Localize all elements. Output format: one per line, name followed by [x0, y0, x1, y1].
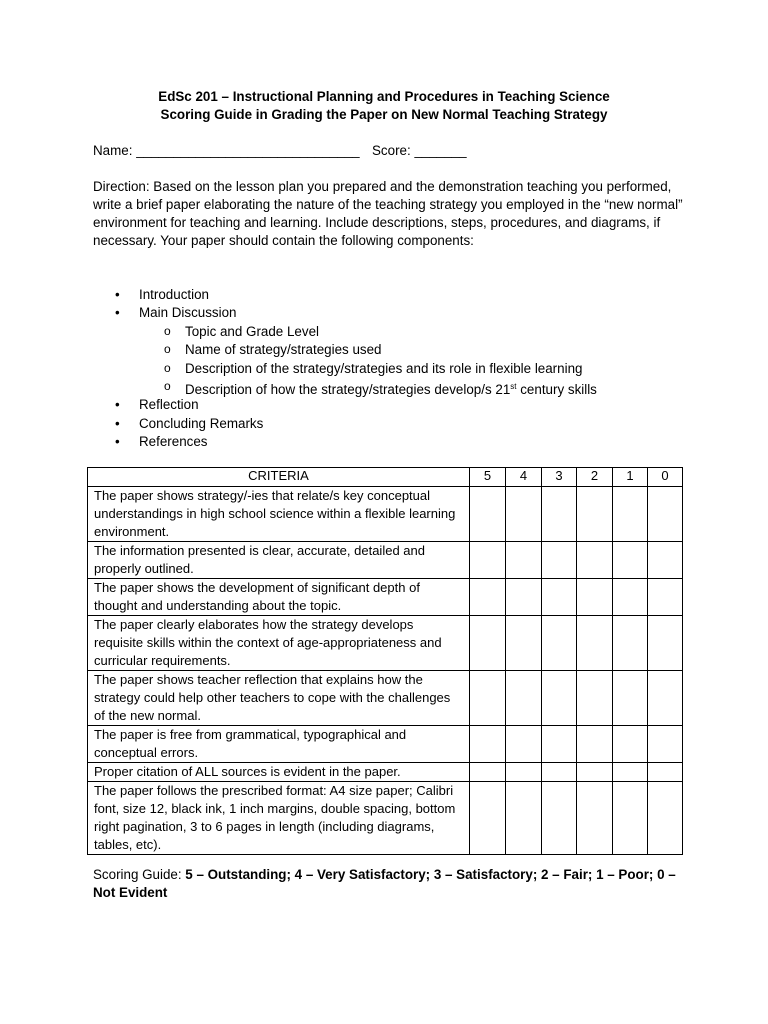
score-cell[interactable]	[542, 782, 577, 855]
score-header: 2	[577, 468, 613, 487]
score-cell[interactable]	[470, 763, 506, 782]
list-item: • Main Discussion	[93, 304, 597, 322]
criteria-cell: The information presented is clear, accurate, detailed and properly outlined.	[88, 542, 470, 579]
score-cell[interactable]	[613, 616, 648, 671]
score-cell[interactable]	[470, 782, 506, 855]
score-cell[interactable]	[542, 579, 577, 616]
score-cell[interactable]	[577, 542, 613, 579]
scoring-guide	[93, 866, 683, 902]
score-cell[interactable]	[542, 616, 577, 671]
sub-list-item: o Name of strategy/strategies used	[93, 341, 597, 359]
score-cell[interactable]	[470, 542, 506, 579]
skills-text: Description of how the strategy/strategies develop/s 21	[185, 381, 511, 397]
score-cell[interactable]	[613, 763, 648, 782]
table-row	[88, 542, 683, 579]
sub-list-item: o Topic and Grade Level	[93, 323, 597, 341]
score-header: 0	[648, 468, 683, 487]
scoring-guide-text: 5 – Outstanding; 4 – Very Satisfactory; 3 – Satisfactory; 2 – Fair; 1 – Poor; 0 – Not Evident	[93, 867, 676, 900]
score-cell[interactable]	[577, 616, 613, 671]
score-cell[interactable]	[506, 579, 542, 616]
criteria-cell: The paper shows teacher reflection that explains how the strategy could help other teachers to cope with the challenges of the new normal.	[88, 671, 470, 726]
score-cell[interactable]	[613, 671, 648, 726]
list-item: • Reflection	[93, 396, 597, 414]
score-cell[interactable]	[542, 671, 577, 726]
score-cell[interactable]	[470, 726, 506, 763]
score-cell[interactable]	[613, 726, 648, 763]
table-row	[88, 487, 683, 542]
criteria-cell: The paper is free from grammatical, typographical and conceptual errors.	[88, 726, 470, 763]
score-cell[interactable]	[506, 616, 542, 671]
score-cell[interactable]	[470, 579, 506, 616]
table-header-row	[88, 468, 683, 487]
table-row	[88, 782, 683, 855]
criteria-header: CRITERIA	[88, 468, 470, 487]
criteria-cell: The paper shows strategy/-ies that relate/s key conceptual understandings in high school science within a flexible learning environment.	[88, 487, 470, 542]
score-cell[interactable]	[470, 671, 506, 726]
sub-list-item: o Description of the strategy/strategies and its role in flexible learning	[93, 360, 597, 378]
score-cell[interactable]	[542, 542, 577, 579]
score-cell[interactable]	[613, 782, 648, 855]
score-cell[interactable]	[648, 579, 683, 616]
score-cell[interactable]	[648, 487, 683, 542]
score-cell[interactable]	[577, 726, 613, 763]
score-cell[interactable]	[648, 782, 683, 855]
score-cell[interactable]	[506, 542, 542, 579]
sub-list-item	[93, 378, 597, 396]
score-cell[interactable]	[648, 671, 683, 726]
table-row	[88, 726, 683, 763]
list-item: • Concluding Remarks	[93, 415, 597, 433]
table-row	[88, 671, 683, 726]
criteria-cell: The paper shows the development of significant depth of thought and understanding about the topic.	[88, 579, 470, 616]
score-cell[interactable]	[648, 726, 683, 763]
score-cell[interactable]	[542, 763, 577, 782]
score-cell[interactable]	[613, 542, 648, 579]
score-cell[interactable]	[577, 579, 613, 616]
criteria-cell: The paper clearly elaborates how the strategy develops requisite skills within the context of age-appropriateness and curricular requirements.	[88, 616, 470, 671]
score-cell[interactable]	[506, 763, 542, 782]
table-row	[88, 763, 683, 782]
criteria-cell: The paper follows the prescribed format: A4 size paper; Calibri font, size 12, black ink, 1 inch margins, double spacing, bottom right pagination, 3 to 6 pages in length (including diagrams, tables, etc).	[88, 782, 470, 855]
score-field	[372, 143, 467, 158]
rubric-table	[87, 467, 683, 855]
score-header: 5	[470, 468, 506, 487]
document-subtitle: Scoring Guide in Grading the Paper on New Normal Teaching Strategy	[160, 107, 608, 122]
score-cell[interactable]	[577, 487, 613, 542]
score-cell[interactable]	[470, 487, 506, 542]
score-blank: _______	[414, 143, 467, 158]
name-label: Name:	[93, 143, 133, 158]
score-label: Score:	[372, 143, 411, 158]
list-item: • References	[93, 433, 597, 451]
ordinal-suffix: st	[510, 381, 517, 391]
table-row	[88, 616, 683, 671]
score-cell[interactable]	[506, 487, 542, 542]
score-cell[interactable]	[648, 542, 683, 579]
score-cell[interactable]	[648, 763, 683, 782]
name-blank: ______________________________	[136, 143, 360, 158]
list-item: • Introduction	[93, 286, 597, 304]
criteria-cell: Proper citation of ALL sources is evident in the paper.	[88, 763, 470, 782]
direction-paragraph: Direction: Based on the lesson plan you prepared and the demonstration teaching you performed, write a brief paper elaborating the nature of the teaching strategy you employed in the “new normal” environment for teaching and learning. Include descriptions, steps, procedures, and diagrams, if necessary. Your paper should contain the following components:	[93, 179, 683, 248]
score-cell[interactable]	[648, 616, 683, 671]
score-cell[interactable]	[506, 726, 542, 763]
score-cell[interactable]	[542, 726, 577, 763]
score-header: 1	[613, 468, 648, 487]
scoring-guide-label: Scoring Guide:	[93, 867, 186, 882]
course-title: EdSc 201 – Instructional Planning and Procedures in Teaching Science	[158, 89, 610, 104]
components-list	[93, 286, 597, 452]
score-header: 4	[506, 468, 542, 487]
name-field	[93, 143, 360, 158]
score-cell[interactable]	[506, 671, 542, 726]
skills-text-end: century skills	[516, 381, 597, 397]
score-cell[interactable]	[613, 579, 648, 616]
score-cell[interactable]	[542, 487, 577, 542]
table-row	[88, 579, 683, 616]
score-cell[interactable]	[613, 487, 648, 542]
score-cell[interactable]	[506, 782, 542, 855]
score-cell[interactable]	[577, 782, 613, 855]
score-header: 3	[542, 468, 577, 487]
score-cell[interactable]	[470, 616, 506, 671]
score-cell[interactable]	[577, 763, 613, 782]
score-cell[interactable]	[577, 671, 613, 726]
